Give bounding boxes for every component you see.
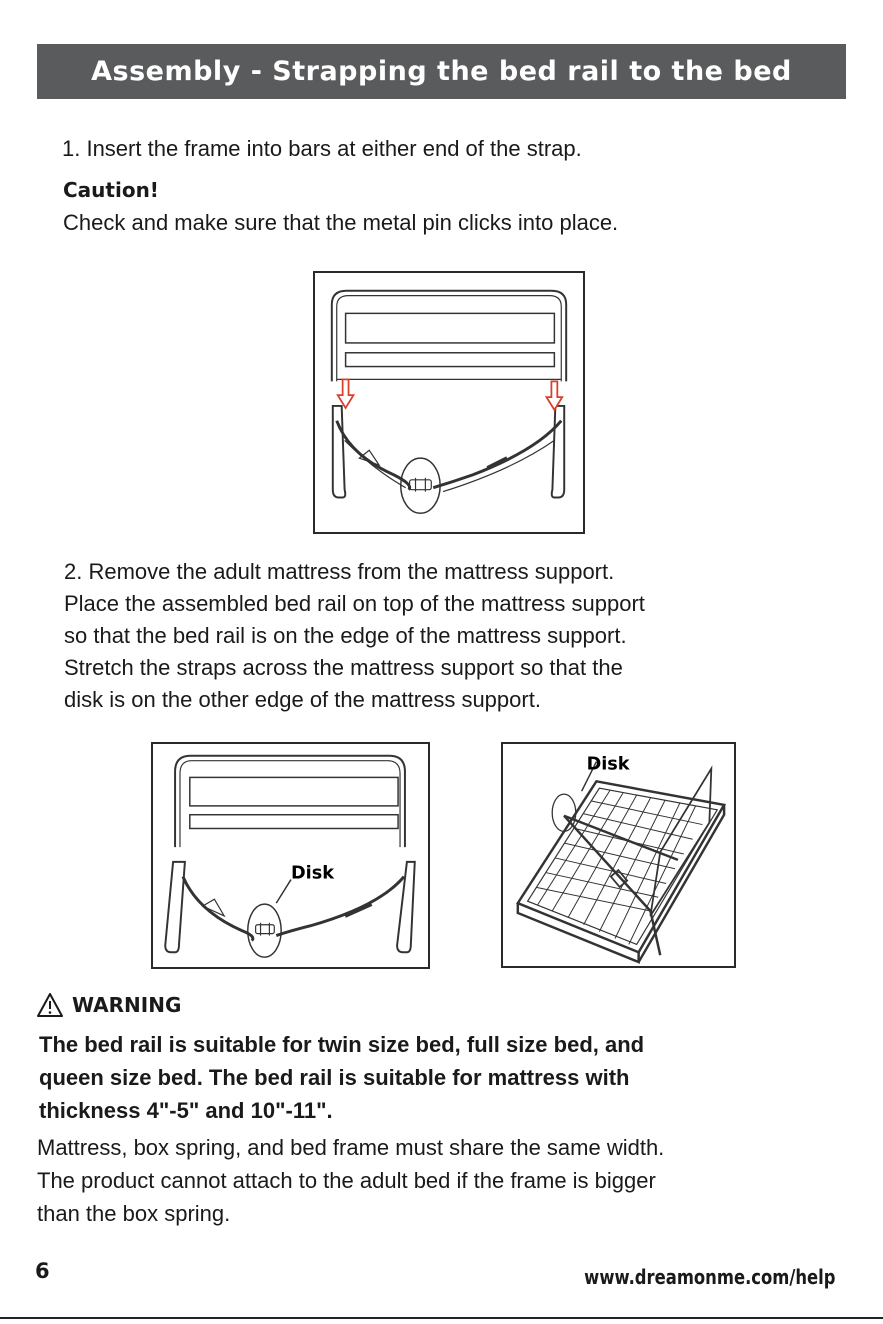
warning-triangle-icon [36,992,64,1018]
warning-text [39,1028,829,1127]
page-number: 6 [35,1259,50,1283]
note-line: The product cannot attach to the adult bed if the frame is bigger [37,1168,656,1193]
step-2-line: disk is on the other edge of the mattress support. [64,687,541,712]
caution-text: Check and make sure that the metal pin clicks into place. [63,210,619,235]
step-2-line: 2. Remove the adult mattress from the mattress support. [64,559,615,584]
warning-title: WARNING [72,993,182,1017]
warning-line: The bed rail is suitable for twin size bed, full size bed, and [39,1032,645,1057]
help-url[interactable]: www.dreamonme.com/help [584,1265,836,1289]
bed-rail-frame-illustration [315,273,583,532]
sizing-note [37,1131,664,1230]
bed-rail-disk-illustration [153,744,428,967]
note-line: Mattress, box spring, and bed frame must share the same width. [37,1135,665,1160]
figure-insert-frame [313,271,585,534]
figure-mattress-support [501,742,736,968]
warning-line: thickness 4"-5" and 10"-11". [39,1098,333,1123]
step-2-instruction [64,556,824,716]
figure-rail-with-disk [151,742,430,969]
mattress-support-illustration [503,744,734,966]
step-2-line: Place the assembled bed rail on top of the mattress support [64,591,645,616]
warning-heading [36,990,181,1020]
section-header: Assembly - Strapping the bed rail to the bed [37,44,846,99]
note-line: than the box spring. [37,1201,231,1226]
caution-title: Caution! [63,178,159,202]
insert-arrow-icon [338,379,563,410]
step-2-line: so that the bed rail is on the edge of the mattress support. [64,623,627,648]
step-2-line: Stretch the straps across the mattress support so that the [64,655,623,680]
step-1-instruction: 1. Insert the frame into bars at either end of the strap. [62,136,582,161]
footer-divider [0,1317,883,1319]
disk-label: Disk [290,863,334,884]
disk-label: Disk [586,754,630,775]
warning-line: queen size bed. The bed rail is suitable for mattress with [39,1065,630,1090]
